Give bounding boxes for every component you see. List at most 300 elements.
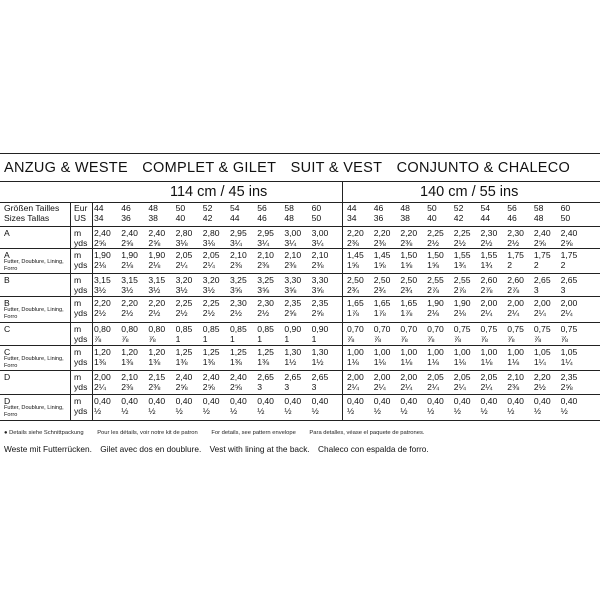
value-m: 2,80 [202,228,220,238]
value-m: 2,65 [311,372,329,382]
value-yds: 1⅝ [373,260,386,270]
size-us: 34 [94,213,104,223]
row-label: C [4,324,11,334]
value-m: 1,45 [373,250,391,260]
value-yds: 3 [560,285,566,295]
value-yds: 1⅜ [202,357,215,367]
value-m: 2,65 [560,275,578,285]
value-yds: 1¾ [453,260,466,270]
value-yds: 3 [533,285,539,295]
row-label: B [4,298,10,308]
value-yds: 2⅝ [284,308,297,318]
value-yds: ½ [427,406,435,416]
size-us: 48 [533,213,544,223]
value-yds: 2⅜ [121,382,134,392]
value-m: 3,15 [121,275,138,285]
value-yds: ½ [453,406,461,416]
value-m: 0,90 [311,324,329,334]
unit-metric: m [74,372,82,382]
value-yds: ⅞ [121,334,129,344]
value-yds: 2⅝ [94,238,106,248]
value-m: 0,75 [560,324,578,334]
value-m: 1,25 [202,347,220,357]
value-yds: 2¼ [480,308,493,318]
size-us: 46 [507,213,517,223]
value-m: 2,00 [400,372,418,382]
unit-metric: m [74,298,82,308]
size-us: 38 [148,213,158,223]
value-yds: 2¼ [533,308,546,318]
value-yds: 2⅜ [400,238,413,248]
value-yds: ½ [560,406,568,416]
value-m: 0,40 [94,396,111,406]
value-yds: 1⅛ [480,357,493,367]
value-yds: 1 [311,334,317,344]
value-yds: 1⅜ [148,357,161,367]
value-m: 1,20 [121,347,138,357]
title-en: SUIT & VEST [290,160,383,176]
unit-imperial: yds [74,334,88,344]
value-yds: 2⅝ [148,238,161,248]
value-m: 1,00 [507,347,524,357]
unit-metric: m [74,324,82,334]
value-m: 2,30 [480,228,498,238]
value-m: 2,00 [94,372,111,382]
size-eur: 60 [311,203,322,213]
value-yds: ½ [121,406,129,416]
value-yds: 2½ [230,308,242,318]
value-yds: ½ [175,406,183,416]
value-yds: 3⅝ [284,285,297,295]
value-yds: 3⅝ [257,285,270,295]
size-eur: 48 [400,203,410,213]
value-m: 1,05 [533,347,551,357]
group-divider [342,181,343,420]
value-yds: 1⅞ [400,308,413,318]
value-m: 2,60 [480,275,498,285]
value-m: 1,00 [347,347,364,357]
rule-line [0,248,600,249]
value-yds: 2½ [453,238,466,248]
rule-line [0,181,600,182]
value-m: 0,40 [121,396,138,406]
value-m: 0,40 [560,396,578,406]
value-m: 1,50 [427,250,444,260]
size-eur: 58 [533,203,544,213]
value-yds: 3½ [148,285,161,295]
value-m: 1,65 [400,298,418,308]
value-m: 2,20 [533,372,551,382]
value-yds: 2¼ [400,382,413,392]
value-yds: 1½ [311,357,324,367]
value-m: 2,30 [230,298,247,308]
size-us: 44 [230,213,240,223]
value-m: 0,70 [400,324,418,334]
value-yds: 1 [175,334,181,344]
value-yds: 1½ [284,357,297,367]
value-yds: ½ [284,406,292,416]
unit-imperial: yds [74,285,88,295]
rule-line [0,273,600,274]
value-m: 0,40 [453,396,471,406]
size-eur: 48 [148,203,158,213]
unit-metric: m [74,250,82,260]
value-yds: 1⅛ [347,357,359,367]
value-m: 2,20 [148,298,166,308]
value-m: 2,95 [230,228,247,238]
value-m: 2,20 [121,298,138,308]
rule-line [0,420,600,421]
value-m: 0,40 [311,396,329,406]
value-yds: 2¼ [373,382,386,392]
value-m: 2,25 [453,228,471,238]
value-yds: 2¼ [480,382,493,392]
row-label: A [4,250,10,260]
value-yds: ⅞ [533,334,542,344]
value-yds: 2½ [94,308,106,318]
value-yds: 2½ [507,238,520,248]
value-yds: ⅞ [94,334,102,344]
value-m: 2,40 [148,228,166,238]
value-yds: ⅞ [480,334,488,344]
size-eur: 54 [480,203,491,213]
vest-note-de: Weste mit Futterrücken. [4,444,92,454]
row-label: B [4,275,10,285]
value-yds: ½ [347,406,355,416]
size-eur: 44 [347,203,357,213]
size-us: 34 [347,213,357,223]
value-m: 3,25 [257,275,274,285]
value-m: 1,25 [175,347,193,357]
row-sublabel: Futter, Doublure, Lining, Forro [4,259,64,272]
value-yds: ⅞ [400,334,408,344]
value-yds: 2½ [480,238,493,248]
title-es: CONJUNTO & CHALECO [396,160,571,176]
size-label-line1: Größen Tailles [4,203,60,213]
vest-note-es: Chaleco con espalda de forro. [317,444,429,454]
value-yds: 2⅝ [230,382,242,392]
size-us: 36 [121,213,131,223]
value-m: 0,40 [257,396,274,406]
size-eur: 50 [175,203,186,213]
size-label-line2: Sizes Tallas [4,213,50,223]
footnote-fr: Pour les détails, voir notre kit de patron [97,430,198,436]
rule-line [0,394,600,395]
value-yds: 2⅜ [347,238,359,248]
unit-imperial: yds [74,260,88,270]
row-sublabel: Futter, Doublure, Lining, Forro [4,405,64,418]
size-eur: 52 [453,203,464,213]
unit-imperial: yds [74,406,88,416]
value-yds: 3½ [121,285,134,295]
value-m: 2,80 [175,228,193,238]
value-m: 0,40 [373,396,391,406]
unit-metric: m [74,396,82,406]
size-us: 46 [257,213,267,223]
value-m: 3,15 [148,275,166,285]
value-yds: 2⅛ [427,308,440,318]
value-m: 2,20 [347,228,364,238]
value-yds: 2½ [121,308,134,318]
value-m: 3,30 [284,275,302,285]
value-yds: 1⅞ [347,308,359,318]
value-m: 2,00 [347,372,364,382]
value-yds: 1⅛ [453,357,466,367]
value-yds: ⅞ [427,334,435,344]
value-m: 2,25 [427,228,444,238]
size-eur: 44 [94,203,104,213]
value-m: 1,65 [347,298,364,308]
size-us: 40 [175,213,186,223]
value-m: 2,35 [284,298,302,308]
value-m: 0,40 [480,396,498,406]
value-m: 2,20 [400,228,418,238]
value-yds: ½ [148,406,156,416]
value-yds: ⅞ [148,334,156,344]
value-m: 0,75 [507,324,524,334]
rule-line [0,153,600,154]
value-yds: 3⅛ [175,238,188,248]
row-label: C [4,347,11,357]
value-yds: 1 [284,334,290,344]
value-m: 2,35 [311,298,329,308]
value-yds: 2⅝ [175,382,188,392]
value-yds: 2¼ [507,308,520,318]
value-m: 2,40 [230,372,247,382]
value-yds: 2½ [202,308,215,318]
value-m: 1,25 [230,347,247,357]
value-m: 0,80 [121,324,138,334]
value-m: 0,70 [427,324,444,334]
value-yds: 1¼ [533,357,546,367]
title-de: ANZUG & WESTE [4,160,128,176]
value-m: 0,85 [257,324,274,334]
value-yds: 2⅜ [148,382,161,392]
value-yds: 2⅞ [480,285,493,295]
value-m: 1,00 [453,347,471,357]
value-m: 0,40 [230,396,247,406]
value-m: 3,20 [175,275,193,285]
value-yds: ½ [480,406,488,416]
value-m: 0,40 [202,396,220,406]
value-m: 2,30 [257,298,274,308]
size-eur: 50 [427,203,437,213]
value-yds: 2 [533,260,539,270]
value-m: 2,15 [148,372,166,382]
value-m: 1,30 [311,347,329,357]
rule-line [0,345,600,346]
value-m: 0,40 [175,396,193,406]
rule-line [0,370,600,371]
value-yds: 3 [257,382,262,392]
value-yds: 2¼ [175,260,188,270]
value-yds: 2¾ [347,285,359,295]
value-m: 3,30 [311,275,329,285]
value-yds: 3 [284,382,290,392]
unit-imperial: yds [74,382,88,392]
size-us: 38 [400,213,410,223]
footnote-en: For details, see pattern envelope [211,430,296,436]
value-m: 2,40 [560,228,578,238]
value-yds: 1 [202,334,208,344]
value-m: 3,00 [311,228,329,238]
value-yds: 2½ [175,308,188,318]
value-yds: 2½ [533,382,546,392]
value-yds: 2¼ [202,260,215,270]
value-yds: 3¼ [257,238,270,248]
value-yds: 2⅜ [230,260,242,270]
value-m: 2,10 [121,372,138,382]
value-m: 2,10 [311,250,329,260]
value-m: 2,35 [560,372,578,382]
value-m: 0,40 [533,396,551,406]
footnote-es: Para detalles, véase el paquete de patrones. [309,430,425,436]
value-yds: 2⅝ [533,238,546,248]
value-m: 1,90 [121,250,138,260]
value-m: 2,05 [453,372,471,382]
value-yds: 2¼ [427,382,440,392]
value-yds: 2¼ [347,382,359,392]
value-m: 2,00 [533,298,551,308]
value-m: 2,00 [560,298,578,308]
value-yds: 2⅛ [94,260,106,270]
size-eur: 58 [284,203,294,213]
value-yds: 1⅜ [121,357,134,367]
value-yds: 3¼ [284,238,297,248]
size-us: 36 [373,213,384,223]
value-yds: 1 [230,334,235,344]
value-yds: 2¼ [94,382,106,392]
value-m: 2,25 [175,298,193,308]
value-m: 2,20 [373,228,391,238]
value-yds: 2 [507,260,512,270]
value-m: 1,20 [94,347,111,357]
value-yds: ½ [507,406,515,416]
value-m: 2,60 [507,275,524,285]
value-m: 1,75 [560,250,578,260]
rule-line [0,322,600,323]
unit-imperial: yds [74,308,88,318]
value-yds: 1⅛ [507,357,520,367]
unit-metric: m [74,275,82,285]
value-m: 1,20 [148,347,166,357]
value-m: 3,15 [94,275,111,285]
value-m: 1,55 [453,250,471,260]
value-m: 1,50 [400,250,418,260]
value-m: 2,05 [480,372,498,382]
value-m: 2,10 [257,250,274,260]
footnote [4,430,436,436]
value-m: 0,40 [507,396,524,406]
value-yds: ½ [373,406,381,416]
value-yds: 2⅜ [311,260,324,270]
column-divider [70,202,71,420]
value-yds: 1⅜ [257,357,270,367]
value-yds: 1¾ [480,260,493,270]
value-yds: ½ [533,406,542,416]
value-yds: 2¼ [453,382,466,392]
value-m: 1,90 [148,250,166,260]
value-m: 3,00 [284,228,302,238]
value-yds: 2⅝ [202,382,215,392]
value-m: 2,50 [347,275,364,285]
value-yds: 3½ [175,285,188,295]
fabric-width-114: 114 cm / 45 ins [170,184,268,200]
fabric-width-140: 140 cm / 55 ins [420,184,519,200]
value-m: 2,55 [453,275,471,285]
value-m: 1,00 [373,347,391,357]
value-yds: 1⅜ [175,357,188,367]
value-yds: 2⅝ [311,308,324,318]
value-yds: 2⅜ [373,238,386,248]
value-m: 2,25 [202,298,220,308]
value-yds: 2⅝ [560,382,573,392]
value-yds: 3⅛ [202,238,215,248]
column-divider [92,202,93,420]
value-m: 0,40 [400,396,418,406]
value-m: 1,25 [257,347,274,357]
value-yds: ½ [400,406,408,416]
value-m: 0,75 [533,324,551,334]
value-m: 2,40 [175,372,193,382]
value-m: 2,00 [480,298,498,308]
value-yds: 2⅜ [507,382,520,392]
value-yds: 2½ [148,308,161,318]
value-yds: ½ [230,406,238,416]
size-eur: 60 [560,203,571,213]
value-yds: 3½ [202,285,215,295]
value-m: 2,05 [427,372,444,382]
unit-imperial: yds [74,238,88,248]
value-yds: 1 [257,334,262,344]
unit-metric: m [74,228,82,238]
rule-line [0,226,600,227]
size-eur: 46 [121,203,131,213]
value-yds: 2¾ [373,285,386,295]
value-yds: 2⅛ [148,260,161,270]
value-m: 1,90 [453,298,471,308]
size-eur: 56 [257,203,267,213]
size-eur: 56 [507,203,517,213]
value-yds: ½ [311,406,319,416]
value-m: 2,10 [284,250,302,260]
value-m: 1,00 [480,347,498,357]
value-yds: 1⅜ [230,357,242,367]
value-m: 2,95 [257,228,274,238]
value-yds: 1⅝ [400,260,413,270]
value-m: 2,65 [533,275,551,285]
value-m: 2,40 [121,228,138,238]
value-yds: 1⅛ [427,357,440,367]
size-system-us: US [74,213,86,223]
value-yds: ⅞ [560,334,568,344]
value-yds: 2½ [427,238,440,248]
row-label: D [4,396,11,406]
value-m: 0,80 [94,324,111,334]
value-m: 2,65 [284,372,302,382]
value-yds: 2⅝ [121,238,134,248]
value-m: 2,55 [427,275,444,285]
value-m: 0,40 [148,396,166,406]
value-m: 0,85 [175,324,193,334]
value-yds: 3⅝ [230,285,242,295]
vest-note-fr: Gilet avec dos en doublure. [100,444,202,454]
size-eur: 46 [373,203,384,213]
value-m: 1,65 [373,298,391,308]
unit-metric: m [74,347,82,357]
value-m: 1,45 [347,250,364,260]
value-yds: 2¾ [400,285,413,295]
